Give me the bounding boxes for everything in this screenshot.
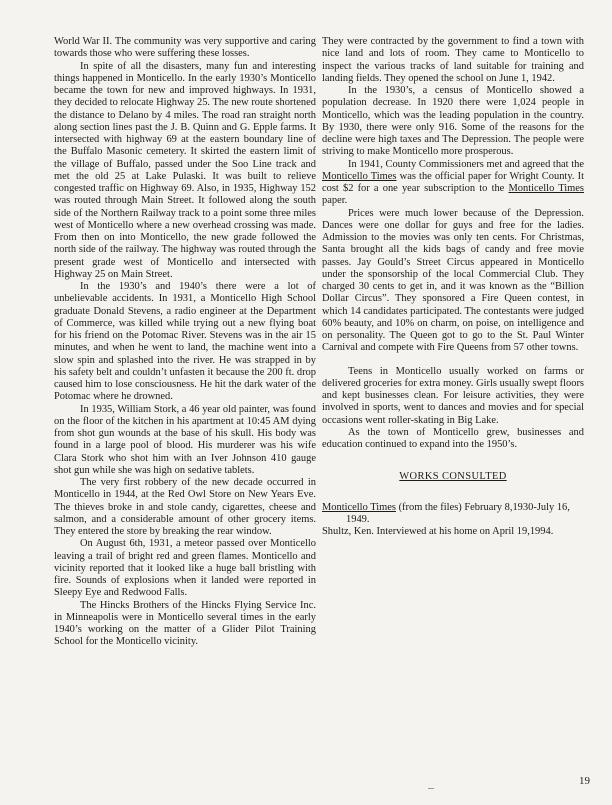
paragraph: The very first robbery of the new decade occurred in Monticello in 1944, at the Red Owl Store on New Years Eve. The thieves broke in and stole candy, cigarettes, cheese and salmon, and a considerable amount of other grocery items. They entered the store by breaking the rear window.: [54, 477, 316, 537]
newspaper-title: Monticello Times: [508, 183, 584, 194]
paragraph: They were contracted by the government to find a town with nice land and lots of room. They came to Monticello to inspect the various tracks of land suitable for training and landing fields. They opened the school on June 1, 1942.: [322, 36, 584, 84]
text-run: In 1941, County Commissioners met and agreed that the: [348, 158, 584, 170]
citation-details: (from the files) February 8,1930-July 16, 1949.: [346, 501, 570, 525]
paragraph: The Hincks Brothers of the Hincks Flying Service Inc. in Minneapolis were in Monticello several times in the early 1940’s working on the matter of a Glider Pilot Training School for the Monticello vicinity.: [54, 599, 316, 648]
paragraph: In spite of all the disasters, many fun and interesting things happened in Monticello. In the early 1930’s Monticello became the town for new and improved highways. In 1931, they decided to relocate Highway 25. The new route shortened the distance to Delano by 4 miles. The road ran straight north along section lines past the J. B. Quinn and G. Epple farms. It intersected with highway 69 at the eastern boundary line of the Buffalo Masonic cemetery. It skirted the eastern limit of the village of Buffalo, passed under the Soo Line track and met the old 25 at Lake Pulaski. It was built to relieve congested traffic on Highway 69. Also, in 1935, Highway 152 was routed through Main Street. It followed along the south side of the Northern Railway track to a point some three miles west of Monticello where a new overhead crossing was made. From then on into Monticello, the new grade followed the north side of the railway. The highway was routed through the present grade west of Monticello and intersected with Highway 25 on Main Street.: [54, 60, 316, 280]
text-run: was the official paper for Wright County. It cost $2 for a one year subscription to the: [322, 170, 585, 194]
paragraph: In the 1930’s and 1940’s there were a lot of unbelievable accidents. In 1931, a Monticello High School graduate Donald Stevens, a radio engineer at the Department of Commerce, was killed while trying out a new flying boat for his friend on the Potomac River. Stevens was in the air 15 minutes, and when he went to land, the machine went into a slow spin and splashed into the river. He was strapped in by his safety belt and couldn’t unfasten it because the 200 ft. drop caused him to lose consciousness. He hit the dark water of the Potomac where he drowned.: [54, 281, 316, 403]
paragraph: In the 1930’s, a census of Monticello showed a population decrease. In 1920 there were 1,024 people in Monticello, which was the leading population in the country. By 1930, there were only 916. Some of the reasons for the decline were high taxes and The Depression. The people were striving to make Monticello more prosperous.: [322, 85, 584, 158]
paragraph: World War II. The community was very supportive and caring towards those who were suffering these losses.: [54, 36, 316, 60]
works-consulted-heading: WORKS CONSULTED: [399, 471, 507, 483]
paragraph: Teens in Monticello usually worked on farms or delivered groceries for extra money. Girls usually swept floors and kept businesses clean. For leisure activities, they were involved in sports, went to dances and movies and for special occasions went roller-skating in Big Lake.: [322, 365, 584, 426]
paragraph: In 1935, William Stork, a 46 year old painter, was found on the floor of the kitchen in his apartment at 10:45 AM dying from shot gun wounds at the base of his skull. His body was found in a large pool of blood. His murderer was his wife Clara Stork who shot him with an Iver Johnson 410 gauge shot gun while she was high on sedative tablets.: [54, 403, 316, 476]
citation-title: Monticello Times: [322, 501, 396, 513]
paragraph: As the town of Monticello grew, businesses and education continued to expand into the 1950’s.: [322, 426, 584, 450]
scan-mark: [428, 788, 434, 789]
left-column: [54, 36, 316, 649]
newspaper-title: Monticello Times: [322, 170, 397, 182]
right-column: [322, 36, 584, 538]
citation: Shultz, Ken. Interviewed at his home on April 19,1994.: [322, 526, 554, 537]
paragraph: [322, 159, 584, 208]
paragraph: Prices were much lower because of the Depression. Dances were one dollar for guys and free for the ladies. Admission to the movies was only ten cents. For Christmas, Santa brought all the kids bags of candy and free movie passes. Jay Gould’s Street Circus appeared in Monticello under the sponsorship of the local Commercial Club. They charged 30 cents to get in, and it was known as the “Billion Dollar Circus”. They sponsored a Fire Queen contest, in which 14 candidates participated. The contestants were judged 60% beauty, and 10% on charm, on poise, on intelligence and on personality. The Queen got to go to the St. Paul Winter Carnival and compete with Fire Queens from 57 other towns.: [322, 207, 584, 354]
paragraph: On August 6th, 1931, a meteor passed over Monticello leaving a trail of bright red and green flames. Monticello and vicinity reported that it looked like a huge ball bristling with fire. Sounds of explosions when it landed were reported in Sleepy Eye and Redwood Falls.: [54, 538, 316, 599]
citation: [322, 502, 584, 527]
page-number: 19: [579, 775, 590, 787]
text-run: paper.: [322, 195, 348, 207]
